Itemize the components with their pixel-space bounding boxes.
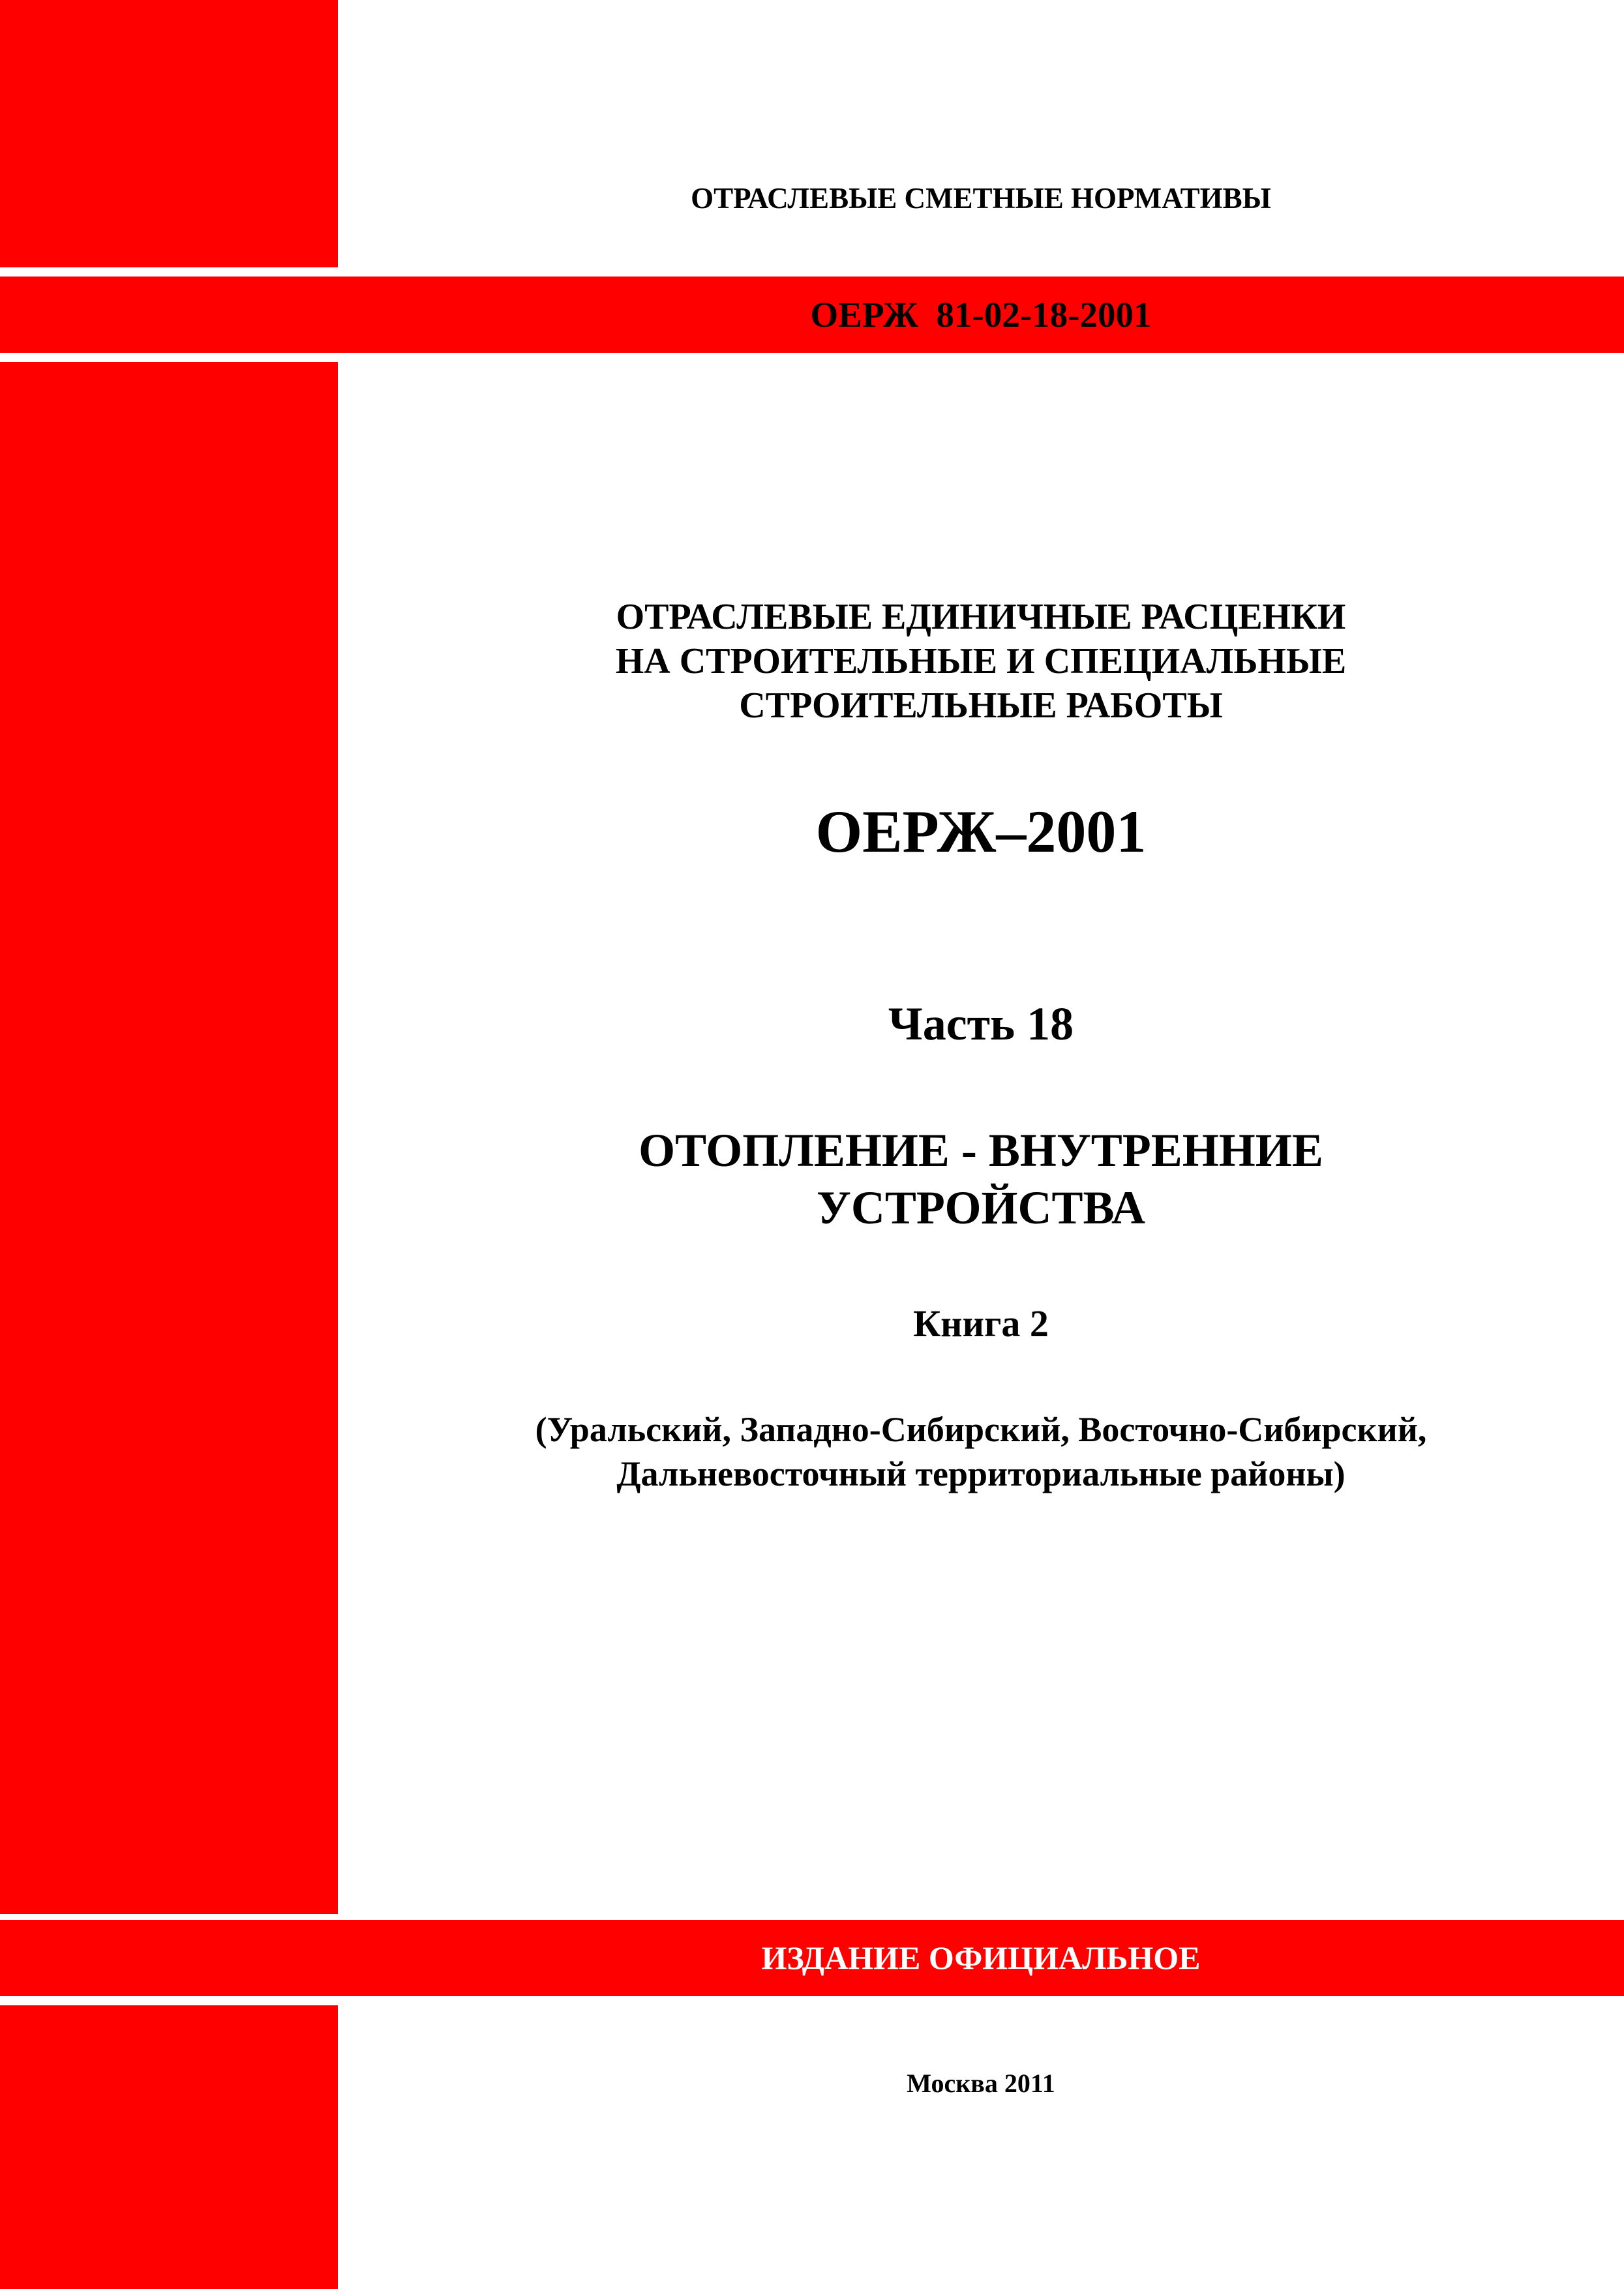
red-sidebar-middle xyxy=(0,362,338,1914)
regions-note xyxy=(338,1407,1624,1496)
red-sidebar-bottom xyxy=(0,2005,338,2289)
main-title-line: СТРОИТЕЛЬНЫЕ РАБОТЫ xyxy=(739,685,1223,726)
regions-line: (Уральский, Западно-Сибирский, Восточно-Сибирский, xyxy=(535,1410,1427,1449)
series-title: ОТРАСЛЕВЫЕ СМЕТНЫЕ НОРМАТИВЫ xyxy=(691,182,1271,215)
main-title-line: НА СТРОИТЕЛЬНЫЕ И СПЕЦИАЛЬНЫЕ xyxy=(615,641,1347,681)
main-title-line: ОТРАСЛЕВЫЕ ЕДИНИЧНЫЕ РАСЦЕНКИ xyxy=(616,597,1346,637)
short-name: ОЕРЖ–2001 xyxy=(815,798,1147,865)
main-title xyxy=(338,595,1624,728)
regions-line: Дальневосточный территориальные районы) xyxy=(616,1454,1346,1493)
subject-title xyxy=(338,1122,1624,1236)
book-number: Книга 2 xyxy=(913,1302,1049,1345)
official-edition-label: ИЗДАНИЕ ОФИЦИАЛЬНОЕ xyxy=(761,1939,1201,1976)
city-year: Москва 2011 xyxy=(907,2069,1055,2098)
subject-line: ОТОПЛЕНИЕ - ВНУТРЕННИЕ xyxy=(639,1124,1323,1176)
document-code: ОЕРЖ 81-02-18-2001 xyxy=(810,295,1152,335)
red-sidebar-top xyxy=(0,0,338,267)
part-number: Часть 18 xyxy=(888,998,1074,1050)
subject-line: УСТРОЙСТВА xyxy=(817,1182,1145,1234)
